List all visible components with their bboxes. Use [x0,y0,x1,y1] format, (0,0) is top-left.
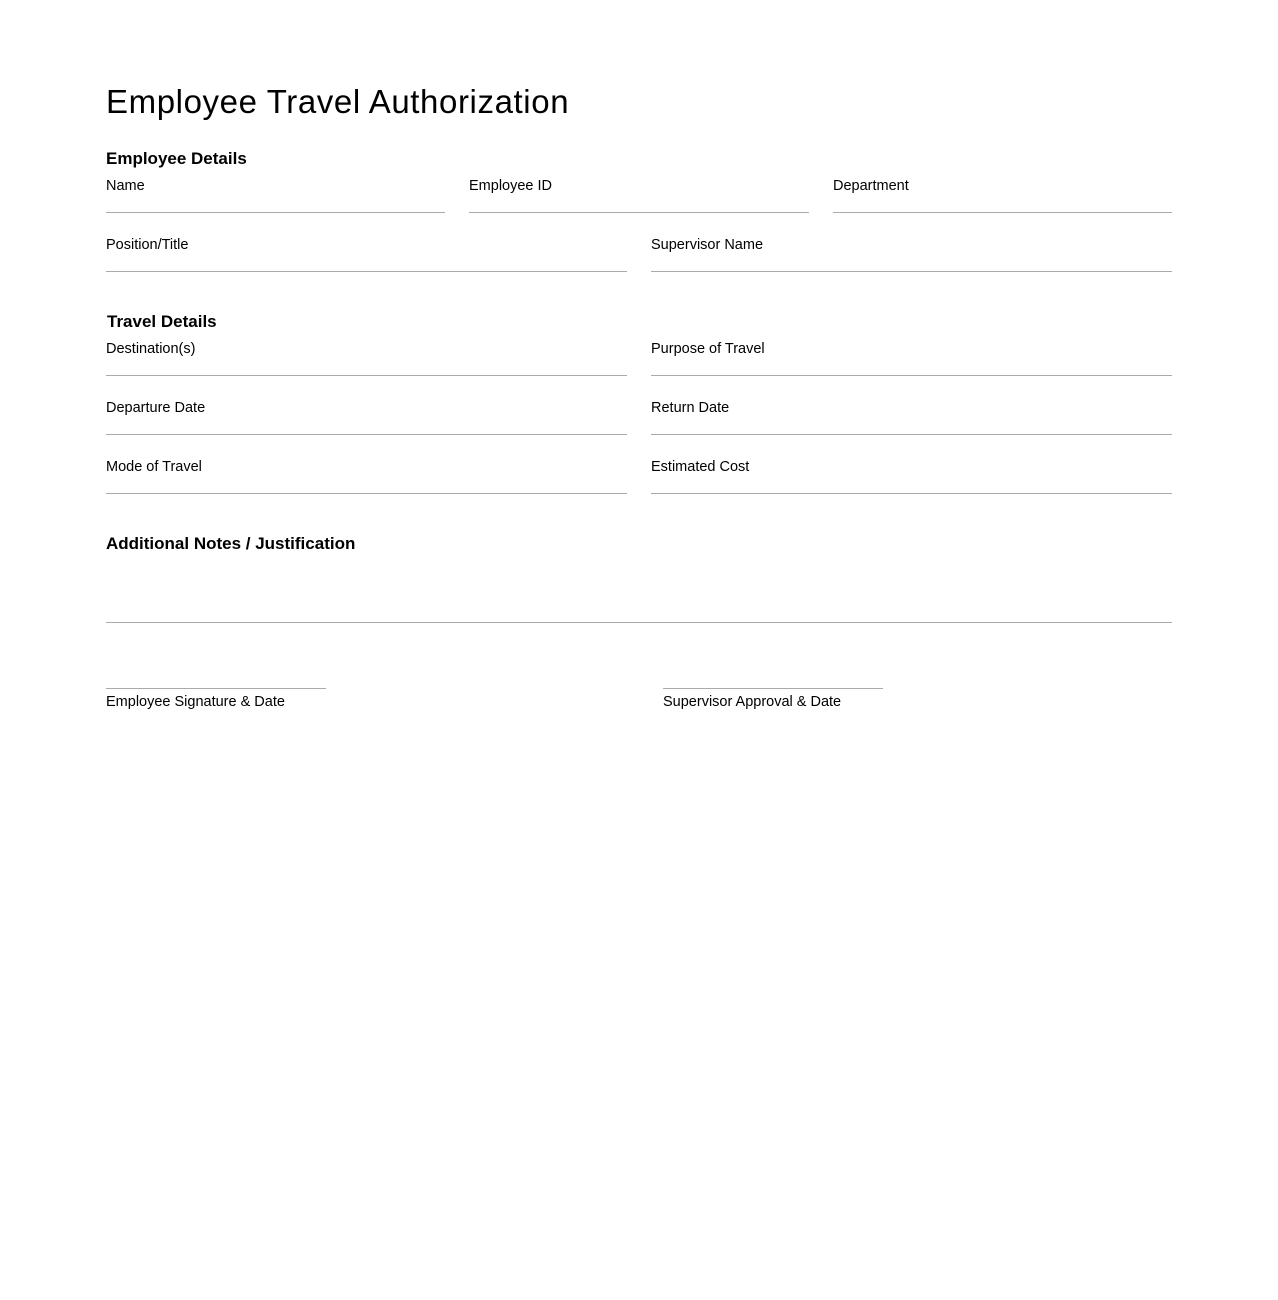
supervisor-approval-label: Supervisor Approval & Date [663,694,842,710]
page-title: Employee Travel Authorization [106,83,570,120]
employee-signature-line[interactable] [106,688,326,689]
departure-date-field [106,398,627,446]
name-field [106,176,445,224]
name-label: Name [106,178,145,194]
estimated-cost-field [651,457,1172,505]
supervisor-approval-line[interactable] [663,688,883,689]
travel-details-heading: Travel Details [107,312,217,331]
position-title-input[interactable] [106,271,627,272]
department-input[interactable] [833,212,1172,213]
supervisor-name-label: Supervisor Name [651,237,764,253]
estimated-cost-label: Estimated Cost [651,459,750,475]
estimated-cost-input[interactable] [651,493,1172,494]
notes-heading: Additional Notes / Justification [106,534,356,553]
employee-id-label: Employee ID [469,178,553,194]
employee-id-field [469,176,809,224]
name-input[interactable] [106,212,445,213]
return-date-input[interactable] [651,434,1172,435]
destinations-field [106,339,627,387]
department-label: Department [833,178,909,194]
position-title-label: Position/Title [106,237,189,253]
position-title-field [106,235,627,283]
supervisor-name-field [651,235,1172,283]
employee-id-input[interactable] [469,212,809,213]
destinations-label: Destination(s) [106,341,196,357]
return-date-field [651,398,1172,446]
employee-signature-label: Employee Signature & Date [106,694,285,710]
mode-of-travel-label: Mode of Travel [106,459,202,475]
purpose-input[interactable] [651,375,1172,376]
employee-details-heading: Employee Details [106,149,247,168]
employee-signature-block [106,688,326,712]
purpose-label: Purpose of Travel [651,341,765,357]
return-date-label: Return Date [651,400,730,416]
departure-date-input[interactable] [106,434,627,435]
purpose-field [651,339,1172,387]
supervisor-name-input[interactable] [651,271,1172,272]
notes-input-line[interactable] [106,622,1172,623]
destinations-input[interactable] [106,375,627,376]
departure-date-label: Departure Date [106,400,206,416]
department-field [833,176,1172,224]
mode-of-travel-field [106,457,627,505]
supervisor-approval-block [663,688,883,712]
mode-of-travel-input[interactable] [106,493,627,494]
